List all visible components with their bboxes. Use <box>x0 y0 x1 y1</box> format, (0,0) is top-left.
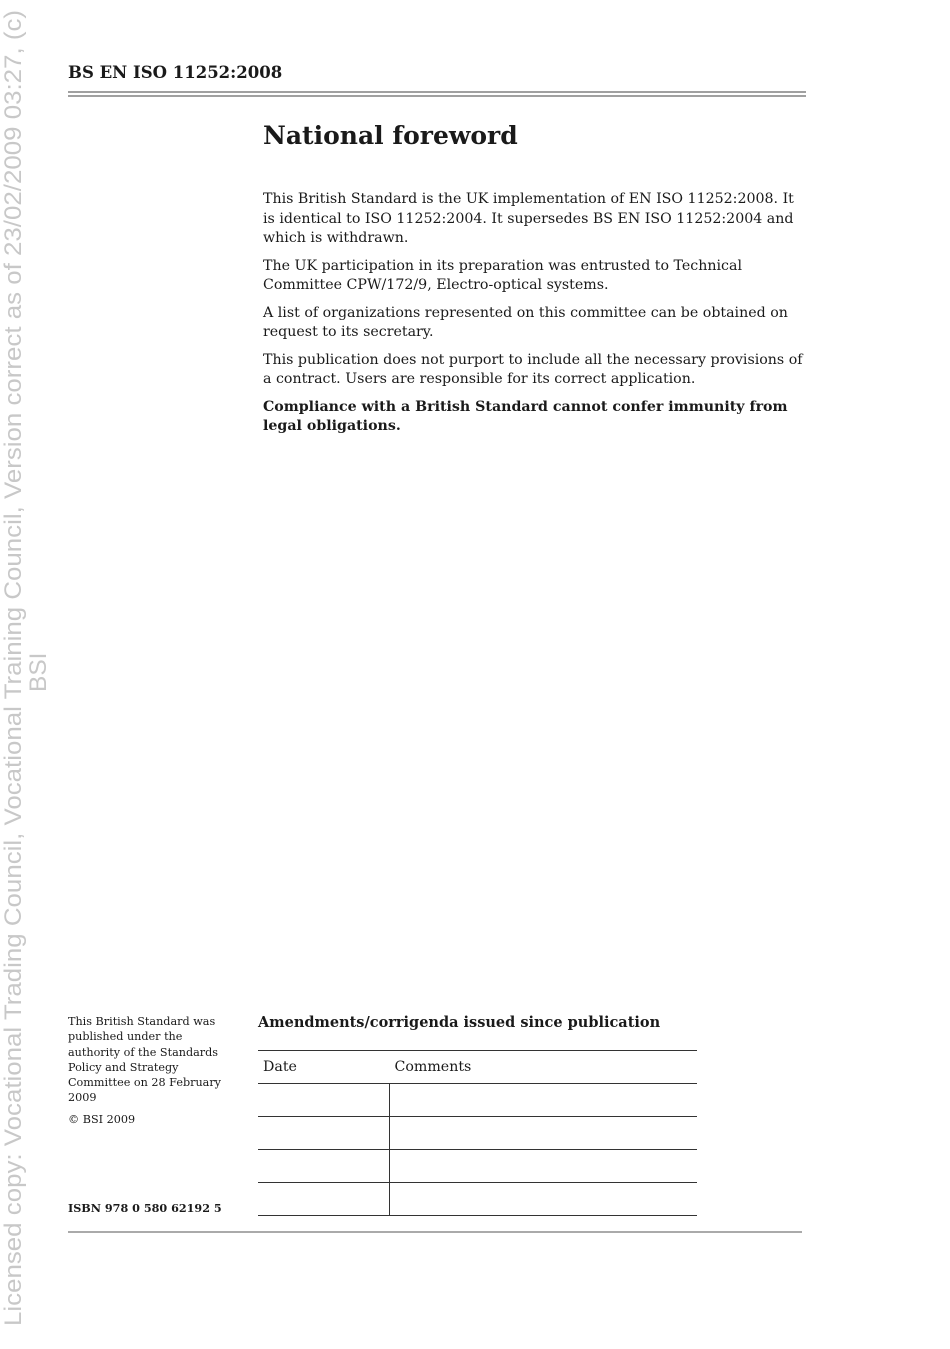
paragraph-implementation: This British Standard is the UK implementation of EN ISO 11252:2008. It is identical to ISO 11252:2004. It supersedes BS EN ISO 11252:2004 and which is withdrawn. <box>263 191 794 246</box>
table-header-row <box>258 1051 697 1084</box>
publication-note: This British Standard was published under the authority of the Standards Policy and Strategy Committee on 28 February 2009 <box>68 1015 221 1105</box>
compliance-statement: Compliance with a British Standard cannot confer immunity from legal obligations. <box>263 398 788 434</box>
table-cell <box>390 1117 698 1150</box>
table-row <box>258 1117 697 1150</box>
table-cell <box>258 1150 390 1183</box>
table-cell <box>258 1084 390 1117</box>
page-title: National foreword <box>263 121 518 150</box>
amendments-table <box>258 1050 697 1216</box>
column-header-date: Date <box>263 1059 297 1075</box>
table-cell <box>390 1183 698 1216</box>
table-row <box>258 1150 697 1183</box>
table-cell <box>390 1084 698 1117</box>
watermark-line-1: Licensed copy: Vocational Trading Council, Vocational Training Council, Version correct as of 23/02/2009 03:27, (c) <box>0 79 27 1326</box>
footer-rule <box>68 1231 802 1233</box>
publication-sidebar <box>68 1014 228 1133</box>
table-row <box>258 1084 697 1117</box>
paragraph-provisions: This publication does not purport to include all the necessary provisions of a contract. Users are responsible for its correct application. <box>263 351 803 387</box>
foreword-body <box>263 190 803 445</box>
table-cell <box>258 1117 390 1150</box>
amendments-title: Amendments/corrigenda issued since publication <box>258 1014 661 1031</box>
table-cell <box>390 1150 698 1183</box>
copyright-notice: © BSI 2009 <box>68 1112 136 1126</box>
document-id: BS EN ISO 11252:2008 <box>68 63 283 82</box>
watermark-line-2: BSI <box>25 652 52 692</box>
header-rule <box>68 91 806 100</box>
copyright-watermark <box>0 0 54 1345</box>
table-row <box>258 1183 697 1216</box>
table-cell <box>258 1183 390 1216</box>
paragraph-organizations: A list of organizations represented on this committee can be obtained on request to its secretary. <box>263 304 788 340</box>
isbn: ISBN 978 0 580 62192 5 <box>68 1201 222 1215</box>
column-header-comments: Comments <box>394 1059 472 1075</box>
paragraph-participation: The UK participation in its preparation was entrusted to Technical Committee CPW/172/9, Electro-optical systems. <box>263 257 742 293</box>
